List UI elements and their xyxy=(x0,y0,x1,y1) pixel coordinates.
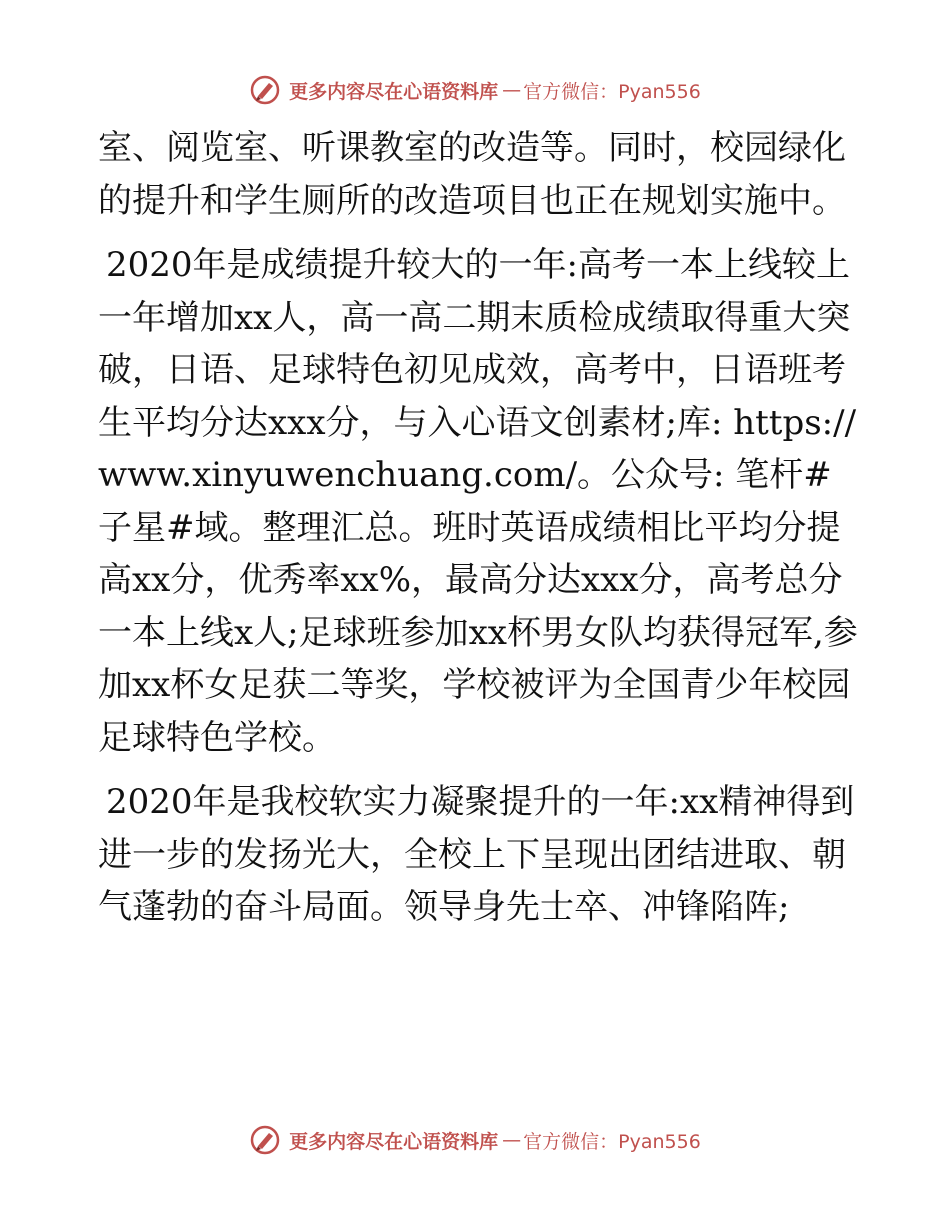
banner-wechat-text: 官方微信：Pyan556 xyxy=(523,1130,701,1153)
pen-logo-icon xyxy=(249,1124,281,1156)
header-banner xyxy=(0,72,950,108)
banner-dash: — xyxy=(502,79,520,101)
footer-banner xyxy=(0,1122,950,1158)
pen-logo-icon xyxy=(249,74,281,106)
banner-wechat-text: 官方微信：Pyan556 xyxy=(523,80,701,103)
paragraph-2: 2020年是成绩提升较大的一年:高考一本上线较上一年增加xx人，高一高二期末质检成绩取得重大突破，日语、足球特色初见成效，高考中，日语班考生平均分达xxx分，与入心语文创素材;库: https://www.xinyuwenchuang.com/。公众号: 笔杆#子星#域。整理汇总。班时英语成绩相比平均分提高xx分，优秀率xx%，最高分达xxx分，高考总分一本上线x人;足球班参加xx杯男女队均获得冠军,参加xx杯女足获二等奖，学校被评为全国青少年校园足球特色学校。 xyxy=(98,245,858,758)
banner-dash: — xyxy=(502,1129,520,1151)
document-body xyxy=(98,122,858,940)
banner-main-text: 更多内容尽在心语资料库 xyxy=(289,1130,499,1153)
paragraph-3: 2020年是我校软实力凝聚提升的一年:xx精神得到进一步的发扬光大，全校上下呈现出团结进取、朝气蓬勃的奋斗局面。领导身先士卒、冲锋陷阵; xyxy=(98,782,855,927)
banner-main-text: 更多内容尽在心语资料库 xyxy=(289,80,499,103)
paragraph-1: 室、阅览室、听课教室的改造等。同时，校园绿化的提升和学生厕所的改造项目也正在规划实施中。 xyxy=(98,128,846,221)
